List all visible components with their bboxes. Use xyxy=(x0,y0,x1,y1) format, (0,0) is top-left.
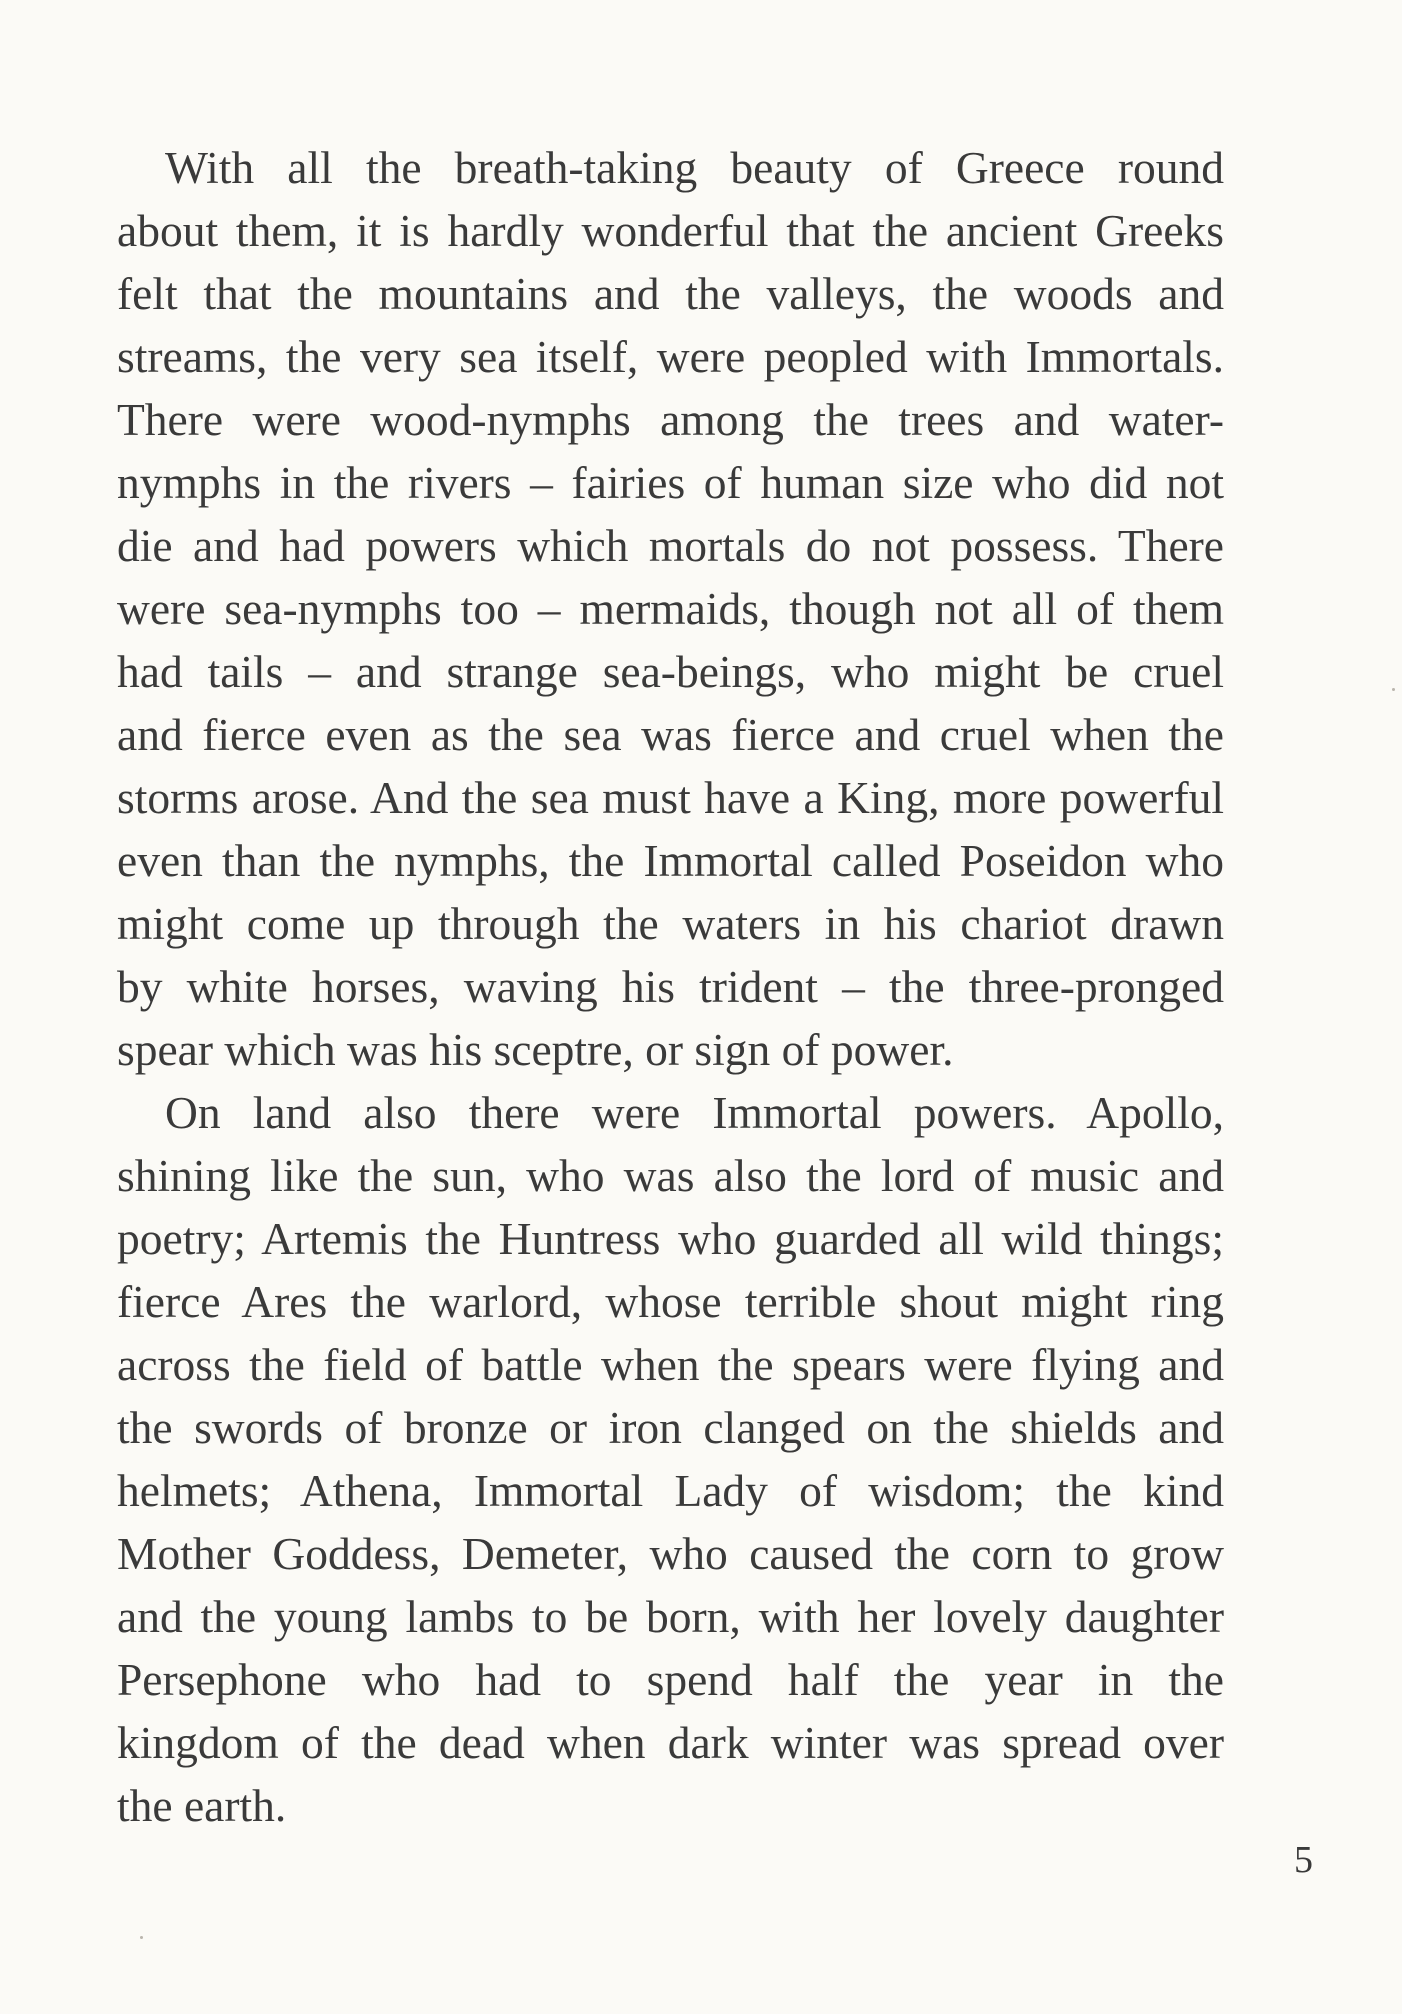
text-line: shining like the sun, who was also the lord of music and xyxy=(117,1150,1224,1201)
text-line: across the field of battle when the spears were flying and xyxy=(117,1339,1224,1390)
text-line: die and had powers which mortals do not possess. There xyxy=(117,520,1224,571)
text-line: and fierce even as the sea was fierce and cruel when the xyxy=(117,709,1224,760)
body-text xyxy=(117,136,1224,1837)
page-number: 5 xyxy=(1294,1839,1313,1881)
text-line: might come up through the waters in his chariot drawn xyxy=(117,898,1224,949)
text-line: spear which was his sceptre, or sign of power. xyxy=(117,1024,954,1075)
text-line: streams, the very sea itself, were peopled with Immortals. xyxy=(117,331,1224,382)
paragraph-sea-immortals xyxy=(117,136,1224,1081)
text-line: were sea-nymphs too – mermaids, though not all of them xyxy=(117,583,1224,634)
text-line: helmets; Athena, Immortal Lady of wisdom; the kind xyxy=(117,1465,1224,1516)
text-line: Persephone who had to spend half the year in the xyxy=(117,1654,1224,1705)
text-line: and the young lambs to be born, with her lovely daughter xyxy=(117,1591,1224,1642)
text-line: storms arose. And the sea must have a King, more powerful xyxy=(117,772,1224,823)
text-line: There were wood-nymphs among the trees and water- xyxy=(117,394,1224,445)
paragraph-land-immortals xyxy=(117,1081,1224,1837)
text-line: kingdom of the dead when dark winter was spread over xyxy=(117,1717,1224,1768)
text-line: poetry; Artemis the Huntress who guarded all wild things; xyxy=(117,1213,1224,1264)
text-line: felt that the mountains and the valleys, the woods and xyxy=(117,268,1224,319)
text-line: about them, it is hardly wonderful that the ancient Greeks xyxy=(117,205,1224,256)
text-line: On land also there were Immortal powers. Apollo, xyxy=(165,1087,1224,1138)
text-line: fierce Ares the warlord, whose terrible shout might ring xyxy=(117,1276,1224,1327)
text-line: nymphs in the rivers – fairies of human size who did not xyxy=(117,457,1224,508)
text-line: the earth. xyxy=(117,1780,287,1831)
text-line: had tails – and strange sea-beings, who might be cruel xyxy=(117,646,1224,697)
paper-speck xyxy=(140,1936,143,1939)
text-line: the swords of bronze or iron clanged on the shields and xyxy=(117,1402,1224,1453)
text-line: even than the nymphs, the Immortal called Poseidon who xyxy=(117,835,1224,886)
text-line: With all the breath-taking beauty of Greece round xyxy=(165,142,1224,193)
text-line: by white horses, waving his trident – the three-pronged xyxy=(117,961,1224,1012)
paper-speck xyxy=(1392,688,1395,691)
text-line: Mother Goddess, Demeter, who caused the corn to grow xyxy=(117,1528,1224,1579)
